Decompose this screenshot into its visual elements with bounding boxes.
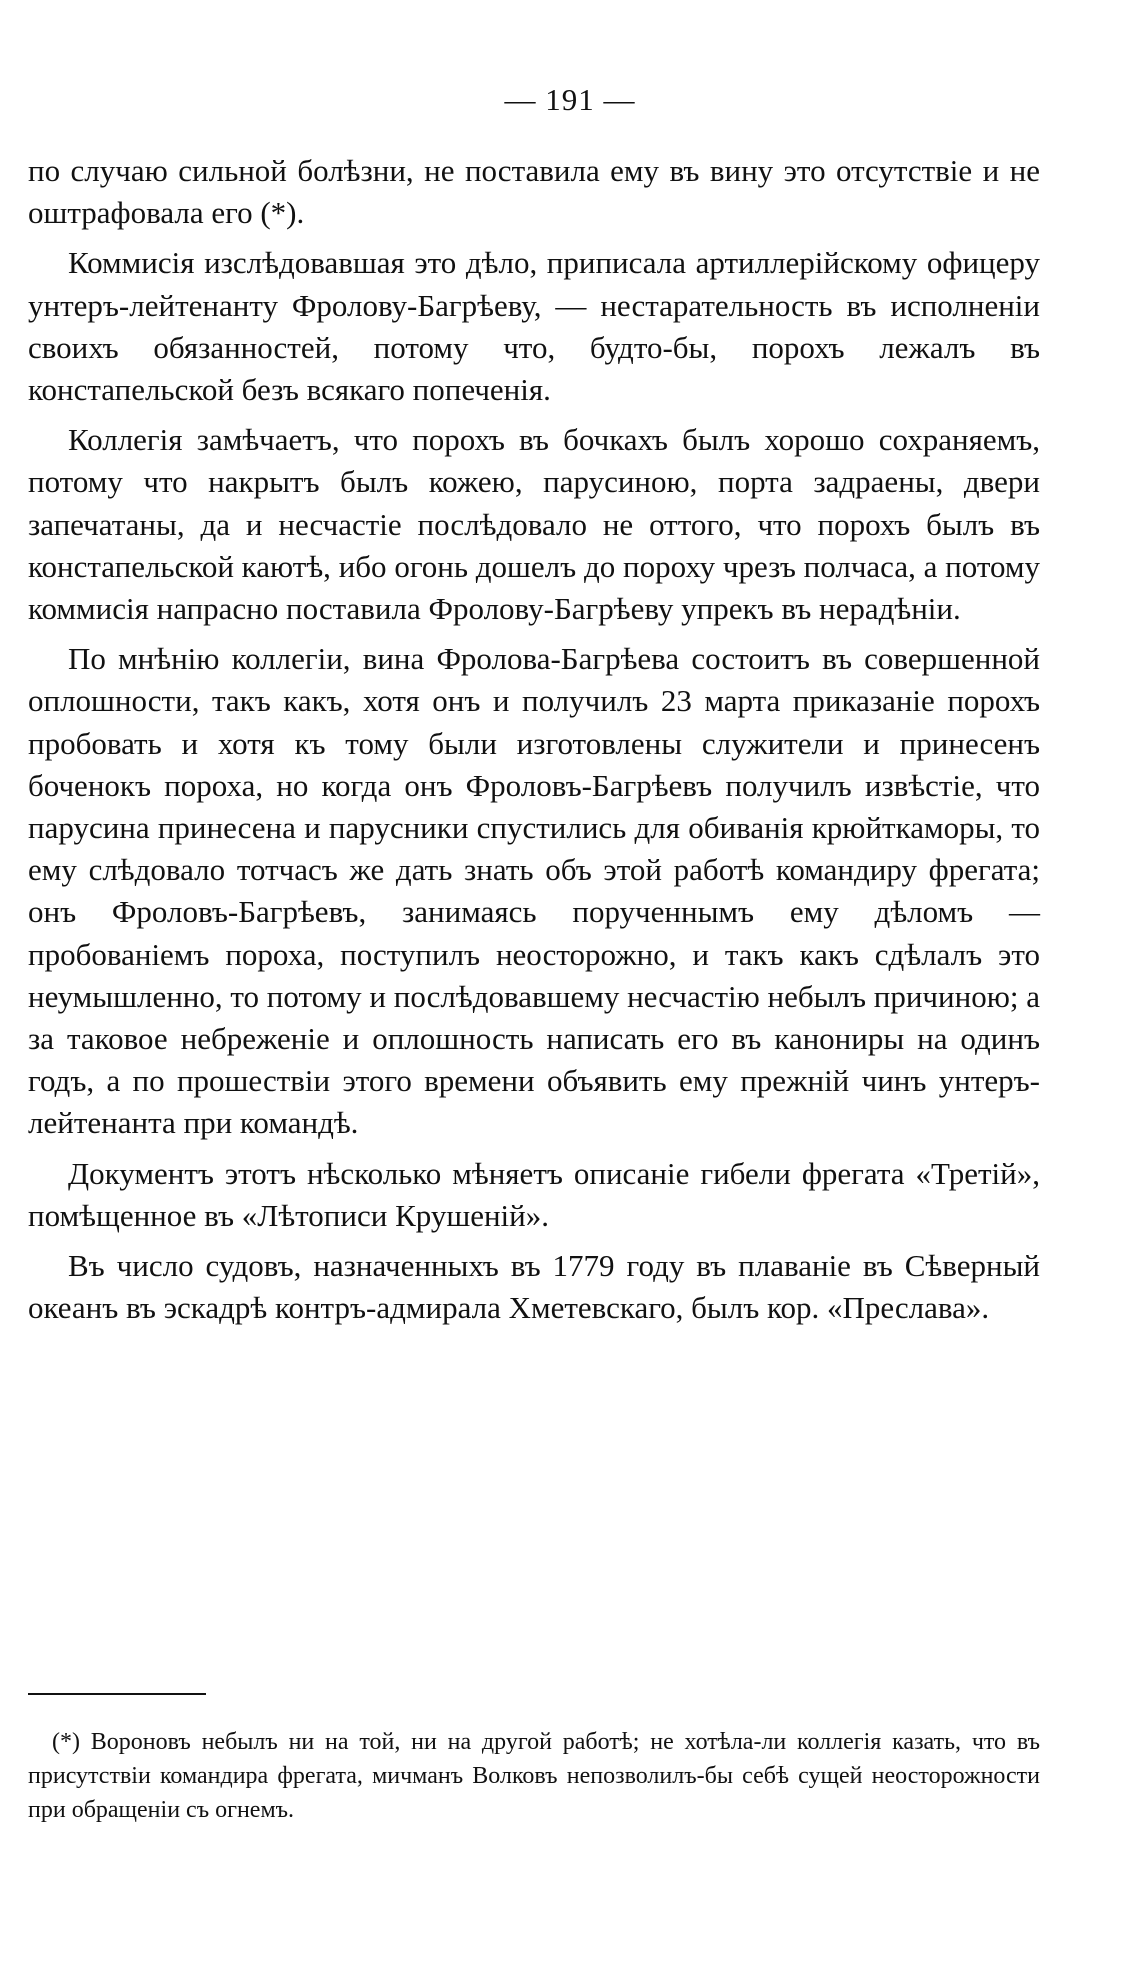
paragraph-collegium-notes: Коллегія замѣчаетъ, что порохъ въ бочкахъ былъ хорошо сохраняемъ, потому что накрытъ былъ кожею, парусиною, порта задраены, двери запечатаны, да и несчастіе послѣдовало не оттого, что порохъ былъ въ констапельской каютѣ, ибо огонь дошелъ до пороху чрезъ полчаса, а потому коммисія напрасно поставила Фролову-Багрѣеву упрекъ въ нерадѣніи. [28, 422, 1040, 627]
footnote [28, 1725, 1040, 1827]
paragraph-continuation: по случаю сильной болѣзни, не поставила ему въ вину это отсутствіе и не оштрафовала его (*). [28, 153, 1040, 231]
main-text-body [28, 150, 1040, 1337]
footnote-divider [28, 1693, 206, 1695]
footnote-text: (*) Вороновъ небылъ ни на той, ни на другой работѣ; не хотѣла-ли коллегія казать, что въ присутствіи командира фрегата, мичманъ Волковъ непозволилъ-бы себѣ сущей неосторожности при обращеніи съ огнемъ. [28, 1729, 1040, 1823]
page-number: — 191 — [504, 82, 636, 117]
paragraph-document-note: Документъ этотъ нѣсколько мѣняетъ описаніе гибели фрегата «Третій», помѣщенное въ «Лѣтописи Крушеній». [28, 1155, 1040, 1233]
paragraph-collegium-opinion: По мнѣнію коллегіи, вина Фролова-Багрѣева состоитъ въ совершенной оплошности, такъ какъ, хотя онъ и получилъ 23 марта приказаніе порохъ пробовать и хотя къ тому были изготовлены служители и принесенъ боченокъ пороха, но когда онъ Фроловъ-Багрѣевъ получилъ извѣстіе, что парусина принесена и парусники спустились для обиванія крюйткаморы, то ему слѣдовало тотчасъ же дать знать объ этой работѣ командиру фрегата; онъ Фроловъ-Багрѣевъ, занимаясь порученнымъ ему дѣломъ — пробованіемъ пороха, поступилъ неосторожно, и такъ какъ сдѣлалъ это неумышленно, то потому и послѣдовавшему несчастію небылъ причиною; а за таковое небреженіе и оплошность написать его въ канониры на одинъ годъ, а по прошествіи этого времени объявить ему прежній чинъ унтеръ-лейтенанта при командѣ. [28, 641, 1040, 1141]
paragraph-commission: Коммисія изслѣдовавшая это дѣло, приписала артиллерійскому офицеру унтеръ-лейтенанту Фролову-Багрѣеву, — нестарательность въ исполненіи своихъ обязанностей, потому что, будто-бы, порохъ лежалъ въ констапельской безъ всякаго попеченія. [28, 245, 1040, 408]
paragraph-ships-1779: Въ число судовъ, назначенныхъ въ 1779 году въ плаваніе въ Сѣверный океанъ въ эскадрѣ контръ-адмирала Хметевскаго, былъ кор. «Преслава». [28, 1248, 1040, 1326]
